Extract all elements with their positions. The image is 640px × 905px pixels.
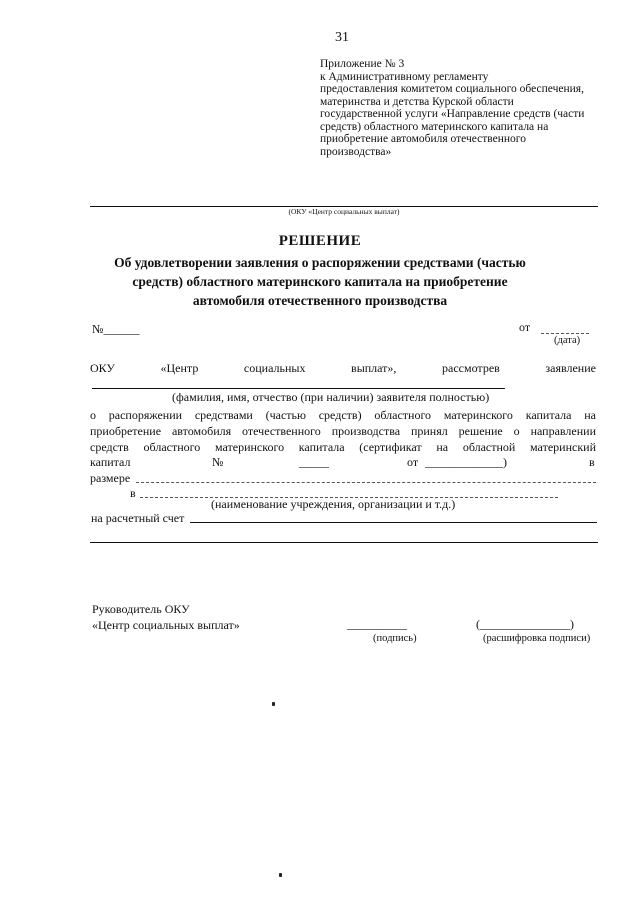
annex-line: государственной услуги «Направление средств (части [320, 108, 585, 120]
signatory-org: «Центр социальных выплат» [92, 618, 240, 632]
size-line [136, 482, 596, 483]
signature-caption: (подпись) [373, 633, 417, 644]
word: № [212, 455, 224, 469]
body-line-3: приобретение автомобиля отечественного производства принял решение о направлении [90, 424, 596, 438]
size-label: размере [90, 471, 131, 485]
word: выплат», [351, 361, 397, 375]
word: _____________) [425, 455, 507, 469]
annex-line: к Административному регламенту [320, 70, 489, 83]
document-title: РЕШЕНИЕ [278, 233, 362, 249]
date-from-label: от [519, 320, 531, 334]
signatory-role: Руководитель ОКУ [92, 602, 190, 616]
annex-line: производства» [320, 145, 392, 158]
decision-number-field: №______ [92, 322, 140, 336]
word: социальных [243, 361, 306, 375]
word: «Центр [160, 361, 199, 375]
subtitle-text: Об удовлетворении заявления о распоряжении средствами (частью средств) областного материнского капитала на приобретение автомобиля отечественного производства [114, 255, 526, 308]
annex-line: средств) областного материнского капитала на [320, 120, 549, 133]
word: заявление [545, 361, 596, 375]
scan-speck [272, 702, 275, 706]
institution-caption: (наименование учреждения, организации и т.д.) [211, 497, 456, 511]
body-line-2: о распоряжении средствами (частью средств) областного материнского капитала на [90, 408, 596, 422]
annex-line: материнства и детства Курской области [320, 95, 514, 108]
account-label: на расчетный счет [91, 511, 185, 525]
fio-line [92, 388, 505, 389]
annex-line: предоставления комитетом социального обеспечения, [320, 83, 584, 95]
word: рассмотрев [442, 361, 500, 375]
signature-decode-caption: (расшифровка подписи) [483, 633, 591, 644]
word: _____ [299, 455, 329, 469]
scan-speck [279, 873, 282, 877]
word: капитал [90, 455, 131, 469]
in-label: в [130, 486, 136, 500]
annex-line: приобретение автомобиля отечественного [320, 133, 526, 145]
date-caption: (дата) [554, 335, 581, 346]
word: в [589, 455, 595, 469]
account-line [190, 522, 597, 523]
org-caption: (ОКУ «Центр социальных выплат) [288, 207, 400, 216]
annex-line: Приложение № 3 [320, 58, 405, 70]
page-number: 31 [335, 30, 349, 45]
annex-header [320, 58, 590, 158]
word: от [407, 455, 419, 469]
body-line-1 [90, 361, 596, 376]
document-subtitle [0, 253, 640, 310]
signature-decode-line: (_______________) [476, 617, 574, 631]
body-line-4: средств областного материнского капитала (сертификат на областной материнский [90, 440, 596, 454]
account-line-2 [90, 542, 598, 543]
date-line [541, 333, 589, 334]
signature-line: __________ [347, 617, 407, 631]
word: ОКУ [90, 361, 115, 375]
fio-caption: (фамилия, имя, отчество (при наличии) заявителя полностью) [172, 390, 490, 404]
